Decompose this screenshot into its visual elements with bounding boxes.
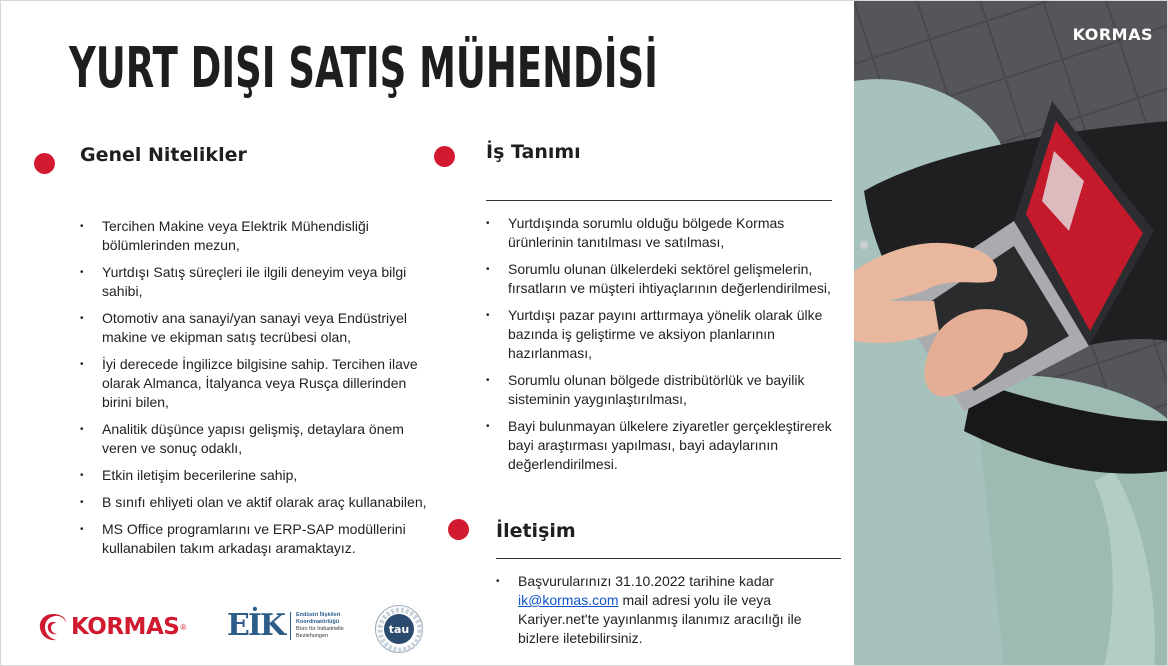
laptop-photo	[854, 1, 1168, 666]
qualification-item: • MS Office programlarını ve ERP-SAP modüllerini kullanabilen takım arkadaşı aramaktayız.	[80, 520, 430, 558]
section-marker-dot	[34, 153, 55, 174]
job-description-list	[486, 214, 836, 482]
kormas-wordmark: KORMAS	[71, 614, 180, 640]
job-duty-item: • Yurtdışı pazar payını arttırmaya yönelik olarak ülke bazında iş geliştirme ve aksiyon planlarının hazırlanması,	[486, 306, 836, 363]
qualification-item: • Analitik düşünce yapısı gelişmiş, detaylara önem veren ve sonuç odaklı,	[80, 420, 430, 458]
contact-list	[496, 572, 826, 656]
eik-mark: EİK	[227, 608, 284, 643]
job-duty-item: • Sorumlu olunan ülkelerdeki sektörel gelişmelerin, fırsatların ve müşteri ihtiyaçlarının değerlendirilmesi,	[486, 260, 836, 298]
section-marker-dot	[448, 519, 469, 540]
general-qualifications-list	[80, 217, 430, 566]
job-description-heading: İş Tanımı	[486, 141, 581, 163]
general-qualifications-heading: Genel Nitelikler	[80, 144, 247, 166]
job-duty-item: • Bayi bulunmayan ülkelere ziyaretler gerçekleştirerek bayi araştırması yapılması, bayi adaylarının değerlendirilmesi.	[486, 417, 836, 474]
qualification-item: • Tercihen Makine veya Elektrik Mühendisliği bölümlerinden mezun,	[80, 217, 430, 255]
section-marker-dot	[434, 146, 455, 167]
kormas-logo: KORMAS ®	[37, 611, 186, 643]
tau-ring-icon	[376, 606, 424, 654]
page-title: YURT DIŞI SATIŞ MÜHENDİSİ	[69, 36, 658, 101]
person-laptop-illustration	[854, 1, 1168, 666]
contact-text: • Başvurularınızı 31.10.2022 tarihine kadar ik@kormas.com mail adresi yolu ile veya Kariyer.net'te yayınlanmış ilanımız aracılığı ile bizlere iletebilirsiniz.	[496, 572, 826, 648]
kormas-swirl-icon	[37, 611, 69, 643]
job-duty-item: • Yurtdışında sorumlu olduğu bölgede Kormas ürünlerinin tanıtılması ve satılması,	[486, 214, 836, 252]
email-link[interactable]: ik@kormas.com	[518, 592, 619, 608]
tau-career-center-logo: tau	[375, 605, 423, 653]
kormas-top-logo: KORMAS	[1072, 25, 1153, 44]
qualification-item: • B sınıfı ehliyeti olan ve aktif olarak araç kullanabilen,	[80, 493, 430, 512]
section-divider	[496, 558, 841, 559]
qualification-item: • Etkin iletişim becerilerine sahip,	[80, 466, 430, 485]
contact-heading: İletişim	[496, 520, 576, 542]
job-duty-item: • Sorumlu olunan bölgede distribütörlük ve bayilik sisteminin yaygınlaştırılması,	[486, 371, 836, 409]
qualification-item: • İyi derecede İngilizce bilgisine sahip. Tercihen ilave olarak Almanca, İtalyanca veya Rusça dillerinden birini bilen,	[80, 355, 430, 412]
eik-logo: EİK Endüstri İlişkileri Koordinatörlüğü Büro für Industrielle Beziehungen	[227, 608, 344, 643]
qualification-item: • Yurtdışı Satış süreçleri ile ilgili deneyim veya bilgi sahibi,	[80, 263, 430, 301]
qualification-item: • Otomotiv ana sanayi/yan sanayi veya Endüstriyel makine ve ekipman satış tecrübesi olan,	[80, 309, 430, 347]
section-divider	[486, 200, 832, 201]
